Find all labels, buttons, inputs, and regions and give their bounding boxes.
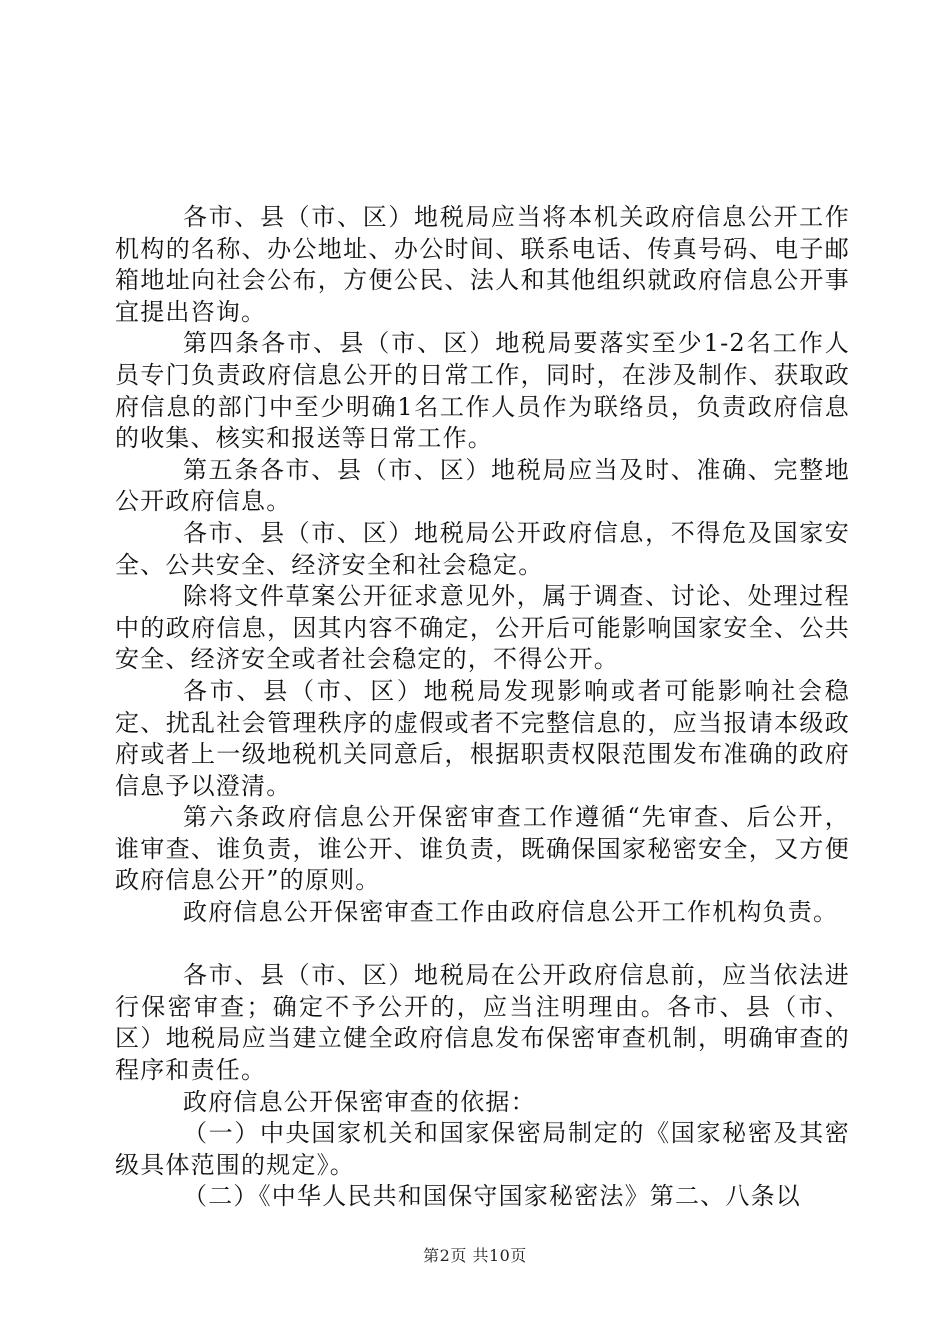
paragraph-review-procedure: 各市、县（市、区）地税局在公开政府信息前，应当依法进行保密审查；确定不予公开的，应当注明理由。各市、县（市、区）地税局应当建立健全政府信息发布保密审查机制，明确审查的程序和责任。	[115, 961, 850, 1085]
paragraph-draft-exception: 除将文件草案公开征求意见外，属于调查、讨论、处理过程中的政府信息，因其内容不确定，公开后可能影响国家安全、公共安全、经济安全或者社会稳定的，不得公开。	[115, 582, 850, 674]
paragraph-article-6: 第六条政府信息公开保密审查工作遵循“先审查、后公开，谁审查、谁负责，谁公开、谁负责，既确保国家秘密安全，又方便政府信息公开”的原则。	[115, 803, 850, 895]
list-item-1: （一）中央国家机关和国家保密局制定的《国家秘密及其密级具体范围的规定》。	[115, 1119, 850, 1179]
paragraph-article-4: 第四条各市、县（市、区）地税局要落实至少1-2名工作人员专门负责政府信息公开的日常工作，同时，在涉及制作、获取政府信息的部门中至少明确1名工作人员作为联络员，负责政府信息的收集、核实和报送等日常工作。	[115, 329, 850, 453]
page-footer: 第2页 共10页	[423, 1246, 527, 1265]
list-item-2: （二）《中华人民共和国保守国家秘密法》第二、八条以	[183, 1182, 801, 1211]
paragraph-security: 各市、县（市、区）地税局公开政府信息，不得危及国家安全、公共安全、经济安全和社会稳定。	[115, 518, 850, 579]
paragraph-article-5: 第五条各市、县（市、区）地税局应当及时、准确、完整地公开政府信息。	[115, 455, 850, 516]
paragraph-review-basis: 政府信息公开保密审查的依据：	[183, 1087, 536, 1116]
document-body	[115, 202, 850, 1213]
paragraph-review-responsibility: 政府信息公开保密审查工作由政府信息公开工作机构负责。	[183, 898, 839, 927]
paragraph-clarification: 各市、县（市、区）地税局发现影响或者可能影响社会稳定、扰乱社会管理秩序的虚假或者不完整信息的，应当报请本级政府或者上一级地税机关同意后，根据职责权限范围发布准确的政府信息予以澄清。	[115, 676, 850, 800]
paragraph-contact-info: 各市、县（市、区）地税局应当将本机关政府信息公开工作机构的名称、办公地址、办公时间、联系电话、传真号码、电子邮箱地址向社会公布，方便公民、法人和其他组织就政府信息公开事宜提出咨询。	[115, 203, 850, 326]
